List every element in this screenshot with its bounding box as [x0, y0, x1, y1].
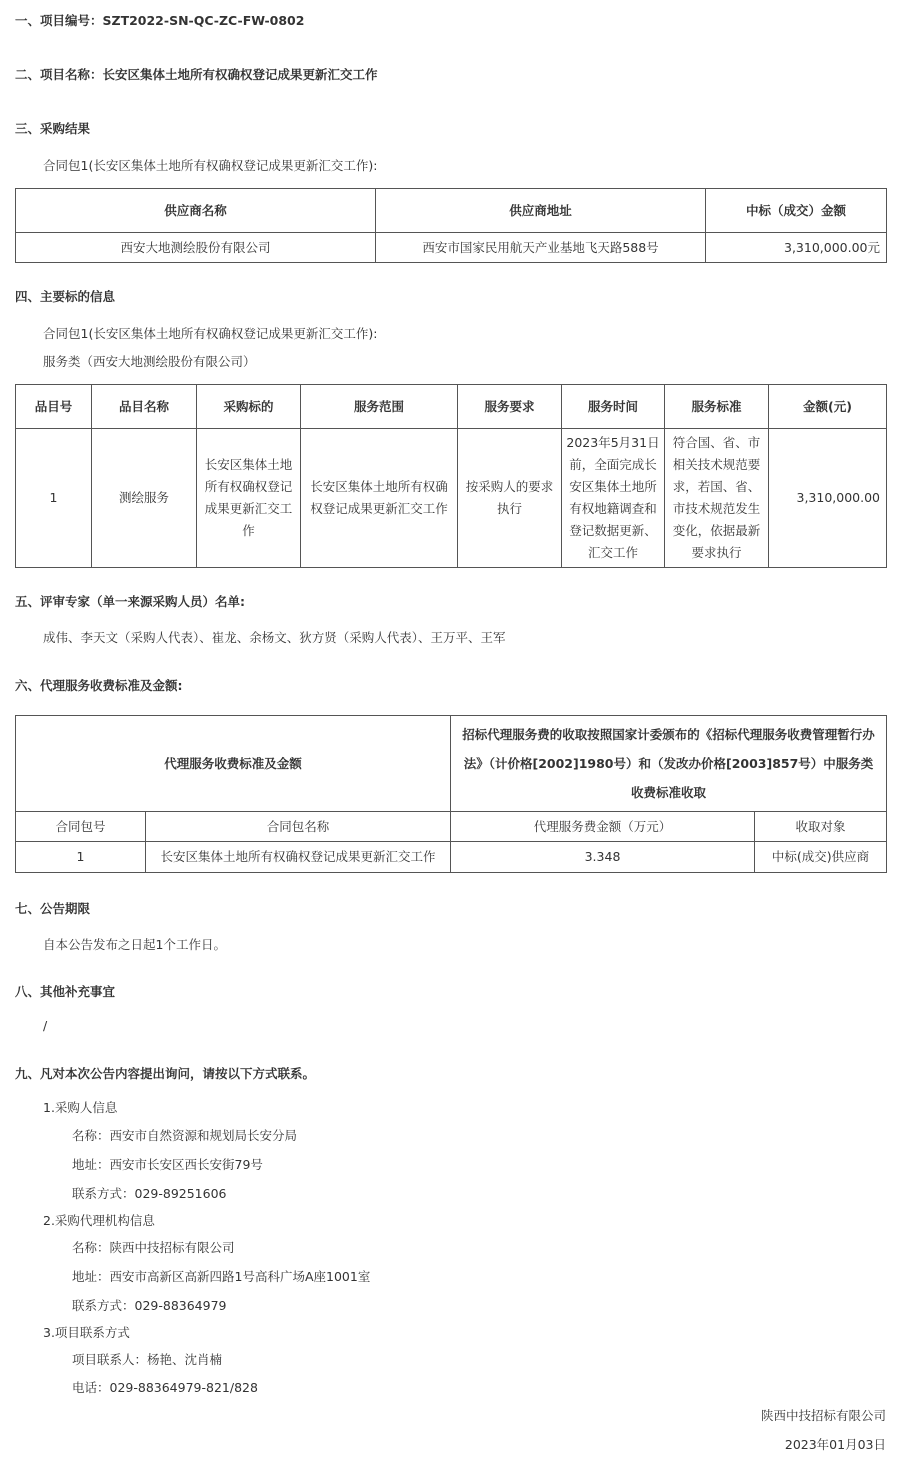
table-cell: 1 [16, 429, 92, 568]
purchase-result-table [15, 188, 887, 263]
table-header: 合同包名称 [146, 812, 451, 842]
table-cell: 3.348 [451, 842, 755, 873]
table-row [16, 429, 887, 568]
section-4-heading: 四、主要标的信息 [15, 289, 116, 304]
section-8-heading: 八、其他补充事宜 [15, 984, 116, 999]
project-contact-phone: 电话：029-88364979-821/828 [72, 1380, 258, 1395]
section-9-heading: 九、凡对本次公告内容提出询问，请按以下方式联系。 [15, 1066, 316, 1081]
package-label: 合同包1(长安区集体土地所有权确权登记成果更新汇交工作): [43, 326, 378, 341]
table-header-row [16, 189, 887, 233]
table-cell: 2023年5月31日前，全面完成长安区集体土地所有权地籍调查和登记数据更新、汇交工作 [562, 429, 665, 568]
table-row [16, 233, 887, 263]
table-cell: 长安区集体土地所有权确权登记成果更新汇交工作 [301, 429, 458, 568]
notice-period-text: 自本公告发布之日起1个工作日。 [43, 937, 226, 952]
table-header-row [16, 385, 887, 429]
section-6-heading: 六、代理服务收费标准及金额: [15, 678, 183, 693]
table-cell: 长安区集体土地所有权确权登记成果更新汇交工作 [197, 429, 301, 568]
table-cell: 3,310,000.00 [769, 429, 887, 568]
table-header: 服务时间 [562, 385, 665, 429]
table-cell: 中标(成交)供应商 [755, 842, 887, 873]
purchaser-address: 地址：西安市长安区西长安街79号 [72, 1157, 263, 1172]
fee-standard-label: 代理服务收费标准及金额 [16, 716, 451, 812]
table-header: 合同包号 [16, 812, 146, 842]
project-contact-title: 3.项目联系方式 [43, 1325, 130, 1340]
table-header: 代理服务费金额（万元） [451, 812, 755, 842]
agency-title: 2.采购代理机构信息 [43, 1213, 155, 1228]
table-cell: 符合国、省、市相关技术规范要求，若国、省、市技术规范发生变化，依据最新要求执行 [665, 429, 769, 568]
table-cell: 西安大地测绘股份有限公司 [16, 233, 376, 263]
package-label: 合同包1(长安区集体土地所有权确权登记成果更新汇交工作): [43, 158, 378, 173]
table-header: 金额(元) [769, 385, 887, 429]
table-header: 品目名称 [92, 385, 197, 429]
table-cell: 测绘服务 [92, 429, 197, 568]
table-header: 供应商名称 [16, 189, 376, 233]
agency-name: 名称：陕西中技招标有限公司 [72, 1240, 235, 1255]
project-contact-person: 项目联系人：杨艳、沈肖楠 [72, 1352, 223, 1367]
table-header: 供应商地址 [376, 189, 706, 233]
agency-contact: 联系方式：029-88364979 [72, 1298, 227, 1313]
subject-info-table [15, 384, 887, 568]
purchaser-contact: 联系方式：029-89251606 [72, 1186, 227, 1201]
table-row [16, 842, 887, 873]
section-1-heading: 一、项目编号：SZT2022-SN-QC-ZC-FW-0802 [15, 13, 305, 28]
section-5-heading: 五、评审专家（单一来源采购人员）名单: [15, 594, 245, 609]
table-header: 收取对象 [755, 812, 887, 842]
table-header: 服务标准 [665, 385, 769, 429]
section-2-heading: 二、项目名称：长安区集体土地所有权确权登记成果更新汇交工作 [15, 67, 378, 82]
fee-standard-row [16, 716, 887, 812]
table-cell: 长安区集体土地所有权确权登记成果更新汇交工作 [146, 842, 451, 873]
agency-address: 地址：西安市高新区高新四路1号高科广场A座1001室 [72, 1269, 371, 1284]
table-header: 品目号 [16, 385, 92, 429]
table-header: 采购标的 [197, 385, 301, 429]
purchaser-title: 1.采购人信息 [43, 1100, 118, 1115]
category-label: 服务类（西安大地测绘股份有限公司） [43, 354, 256, 369]
footer-date: 2023年01月03日 [784, 1437, 886, 1452]
agency-fee-table [15, 715, 887, 873]
table-header: 服务范围 [301, 385, 458, 429]
table-header: 中标（成交）金额 [706, 189, 887, 233]
section-3-heading: 三、采购结果 [15, 121, 91, 136]
table-header: 服务要求 [458, 385, 562, 429]
purchaser-name: 名称：西安市自然资源和规划局长安分局 [72, 1128, 298, 1143]
supplementary-text: / [43, 1018, 48, 1033]
fee-standard-text: 招标代理服务费的收取按照国家计委颁布的《招标代理服务收费管理暂行办法》（计价格[2002]1980号）和（发改办价格[2003]857号）中服务类收费标准收取 [451, 716, 887, 812]
table-cell: 按采购人的要求执行 [458, 429, 562, 568]
footer-company: 陕西中技招标有限公司 [760, 1408, 886, 1423]
section-7-heading: 七、公告期限 [15, 901, 91, 916]
table-cell: 3,310,000.00元 [706, 233, 887, 263]
table-cell: 西安市国家民用航天产业基地飞天路588号 [376, 233, 706, 263]
table-cell: 1 [16, 842, 146, 873]
expert-list: 成伟、李天文（采购人代表）、崔龙、余杨文、狄方贤（采购人代表）、王万平、王军 [43, 630, 506, 645]
table-header-row [16, 812, 887, 842]
